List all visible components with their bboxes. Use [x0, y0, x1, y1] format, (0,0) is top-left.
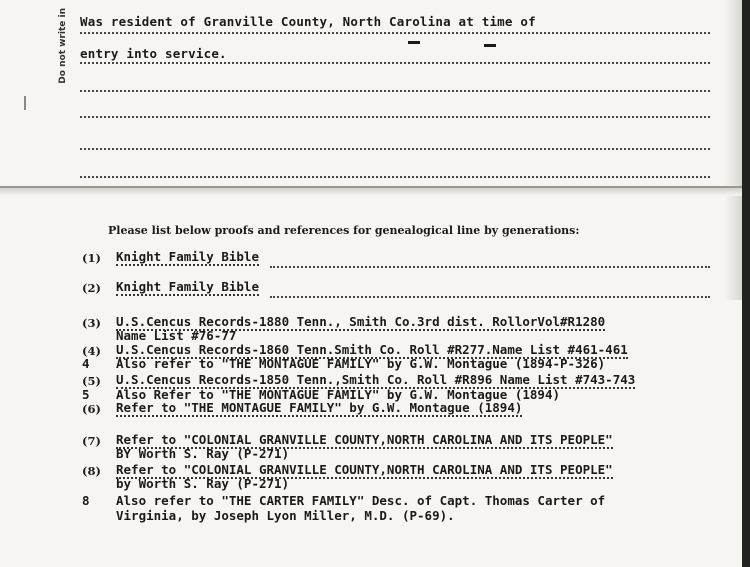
page-fold-shadow — [0, 188, 742, 196]
proofs-heading: Please list below proofs and references for genealogical line by generations: — [108, 224, 580, 237]
margin-mark — [24, 96, 26, 110]
entry-subline: Virginia, by Joseph Lyon Miller, M.D. (P-69). — [116, 508, 455, 523]
entry-marker: 8 — [82, 493, 90, 508]
entry-text: Refer to "COLONIAL GRANVILLE COUNTY,NORTH CAROLINA AND ITS PEOPLE" — [116, 432, 613, 447]
entry-text: U.S.Cencus Records-1880 Tenn., Smith Co.3rd dist. RollorVol#R1280 — [116, 314, 606, 329]
side-note: Do not write in — [58, 8, 68, 84]
entry-number: (8) — [82, 464, 101, 478]
entry-marker: 5 — [82, 387, 90, 402]
entry-number: (3) — [82, 316, 101, 330]
entry-number: (6) — [82, 402, 101, 416]
entry-number: (5) — [82, 374, 101, 388]
entry-subline: Also Refer to "THE MONTAGUE FAMILY" by G.W. Montague (1894) — [116, 387, 561, 402]
entry-text: Refer to "COLONIAL GRANVILLE COUNTY,NORTH CAROLINA AND ITS PEOPLE" — [116, 462, 613, 477]
ruled-line — [270, 266, 710, 268]
entry-subline: Also refer to "THE CARTER FAMILY" Desc. of Capt. Thomas Carter of — [116, 493, 606, 508]
resident-line-2: entry into service. — [80, 46, 227, 61]
entry-number: (4) — [82, 344, 101, 358]
entry-subline: BY Worth S. Ray (P-271) — [116, 446, 290, 461]
entry-text: Refer to "THE MONTAGUE FAMILY" by G.W. Montague (1894) — [116, 400, 523, 415]
ruled-line — [80, 116, 710, 118]
entry-number: (2) — [82, 281, 101, 295]
entry-subline: by Worth S. Ray (P-271) — [116, 476, 290, 491]
ink-mark — [484, 44, 496, 47]
ruled-line — [80, 62, 710, 64]
entry-number: (1) — [82, 251, 101, 265]
entry-text: Knight Family Bible — [116, 249, 259, 264]
entry-number: (7) — [82, 434, 101, 448]
entry-subline: Also refer to "THE MONTAGUE FAMILY" by G.W. Montague (1894-P-326) — [116, 356, 606, 371]
entry-marker: 4 — [82, 356, 90, 371]
entry-text: U.S.Cencus Records-1860 Tenn.Smith Co. Roll #R277.Name List #461-461 — [116, 342, 628, 357]
ruled-line — [80, 148, 710, 150]
ruled-line — [270, 296, 710, 298]
resident-line-1: Was resident of Granville County, North Carolina at time of — [80, 14, 536, 29]
entry-subline: Name List #76-77 — [116, 328, 237, 343]
page-edge — [742, 0, 750, 567]
entry-text: U.S.Cencus Records-1850 Tenn.,Smith Co. Roll #R896 Name List #743-743 — [116, 372, 636, 387]
ink-mark — [408, 41, 420, 44]
ruled-line — [80, 176, 710, 178]
ruled-line — [80, 32, 710, 34]
entry-text: Knight Family Bible — [116, 279, 259, 294]
ruled-line — [80, 90, 710, 92]
page-edge-shadow — [724, 0, 742, 300]
